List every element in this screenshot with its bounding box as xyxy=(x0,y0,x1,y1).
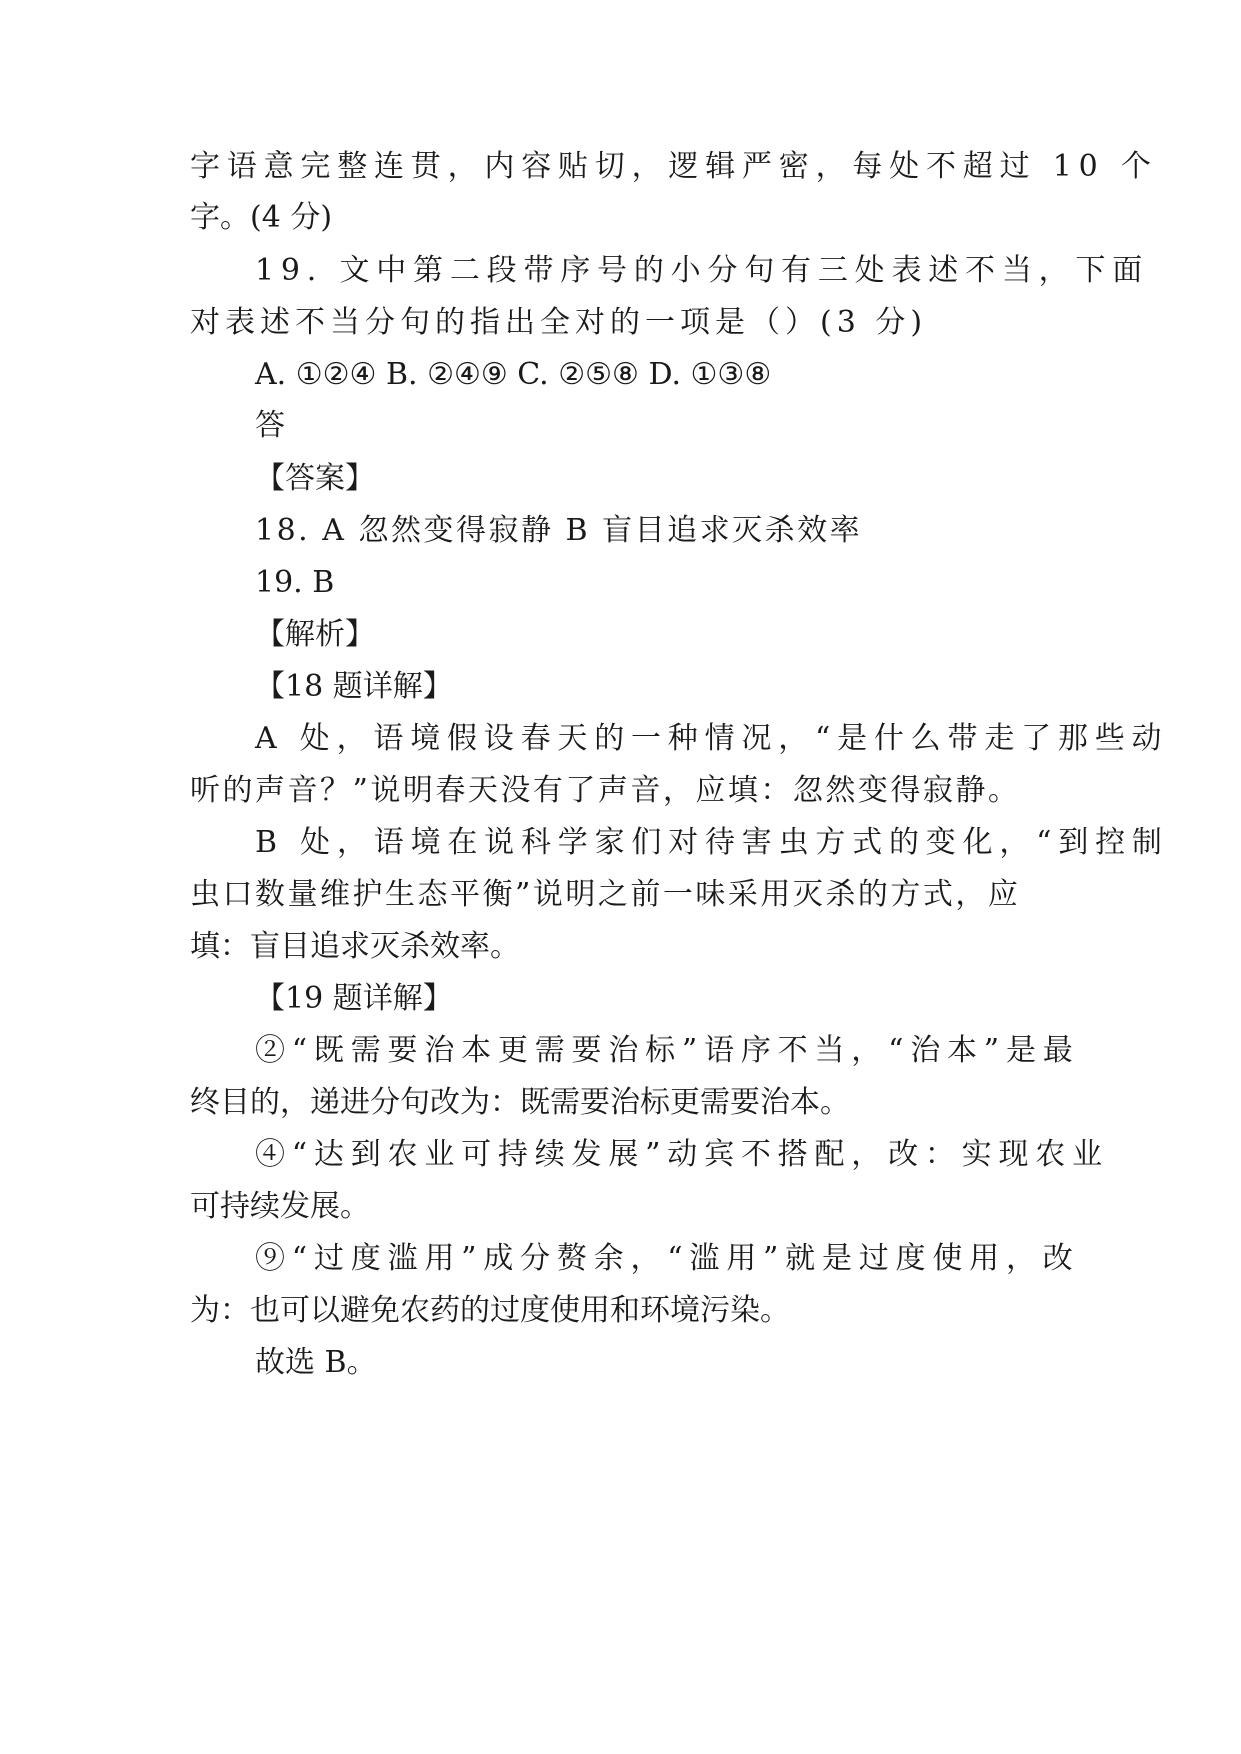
q19-detail-p2-line-2: 可持续发展。 xyxy=(190,1189,370,1224)
q19-question-line-1: 19. 文中第二段带序号的小分句有三处表述不当，下面 xyxy=(255,253,1150,288)
q19-detail-p3-line-1: ⑨“过度滥用”成分赘余，“滥用”就是过度使用，改 xyxy=(255,1241,1080,1276)
q18-detail-header: 【18 题详解】 xyxy=(255,669,453,704)
q19-question-line-2: 对表述不当分句的指出全对的一项是（）(3 分) xyxy=(190,305,928,340)
answer-19: 19. B xyxy=(255,565,335,600)
q18-detail-p2-line-1: B 处，语境在说科学家们对待害虫方式的变化，“到控制 xyxy=(255,825,1169,860)
q19-detail-p1-line-2: 终目的，递进分句改为：既需要治标更需要治本。 xyxy=(190,1085,850,1120)
q19-detail-header: 【19 题详解】 xyxy=(255,981,453,1016)
conclusion: 故选 B。 xyxy=(255,1345,377,1380)
q18-detail-p2-line-2: 虫口数量维护生态平衡”说明之前一味采用灭杀的方式，应 xyxy=(190,877,1021,912)
answer-header: 【答案】 xyxy=(255,461,375,496)
q19-detail-p2-line-1: ④“达到农业可持续发展”动宾不搭配，改：实现农业 xyxy=(255,1137,1109,1172)
q19-detail-p3-line-2: 为：也可以避免农药的过度使用和环境污染。 xyxy=(190,1293,790,1328)
answer-18: 18. A 忽然变得寂静 B 盲目追求灭杀效率 xyxy=(255,513,863,548)
q19-detail-p1-line-1: ②“既需要治本更需要治标”语序不当，“治本”是最 xyxy=(255,1033,1080,1068)
q18-detail-p1-line-2: 听的声音？”说明春天没有了声音，应填：忽然变得寂静。 xyxy=(190,773,1021,808)
q18-detail-p1-line-1: A 处，语境假设春天的一种情况，“是什么带走了那些动 xyxy=(255,721,1169,756)
q19-options: A. ①②④ B. ②④⑨ C. ②⑤⑧ D. ①③⑧ xyxy=(255,357,772,392)
analysis-header: 【解析】 xyxy=(255,617,375,652)
q18-detail-p2-line-3: 填：盲目追求灭杀效率。 xyxy=(190,929,520,964)
q18-instruction-line-1: 字语意完整连贯，内容贴切，逻辑严密，每处不超过 10 个 xyxy=(190,149,1158,184)
answer-label: 答 xyxy=(255,408,285,443)
q18-instruction-line-2: 字。(4 分) xyxy=(190,200,333,235)
